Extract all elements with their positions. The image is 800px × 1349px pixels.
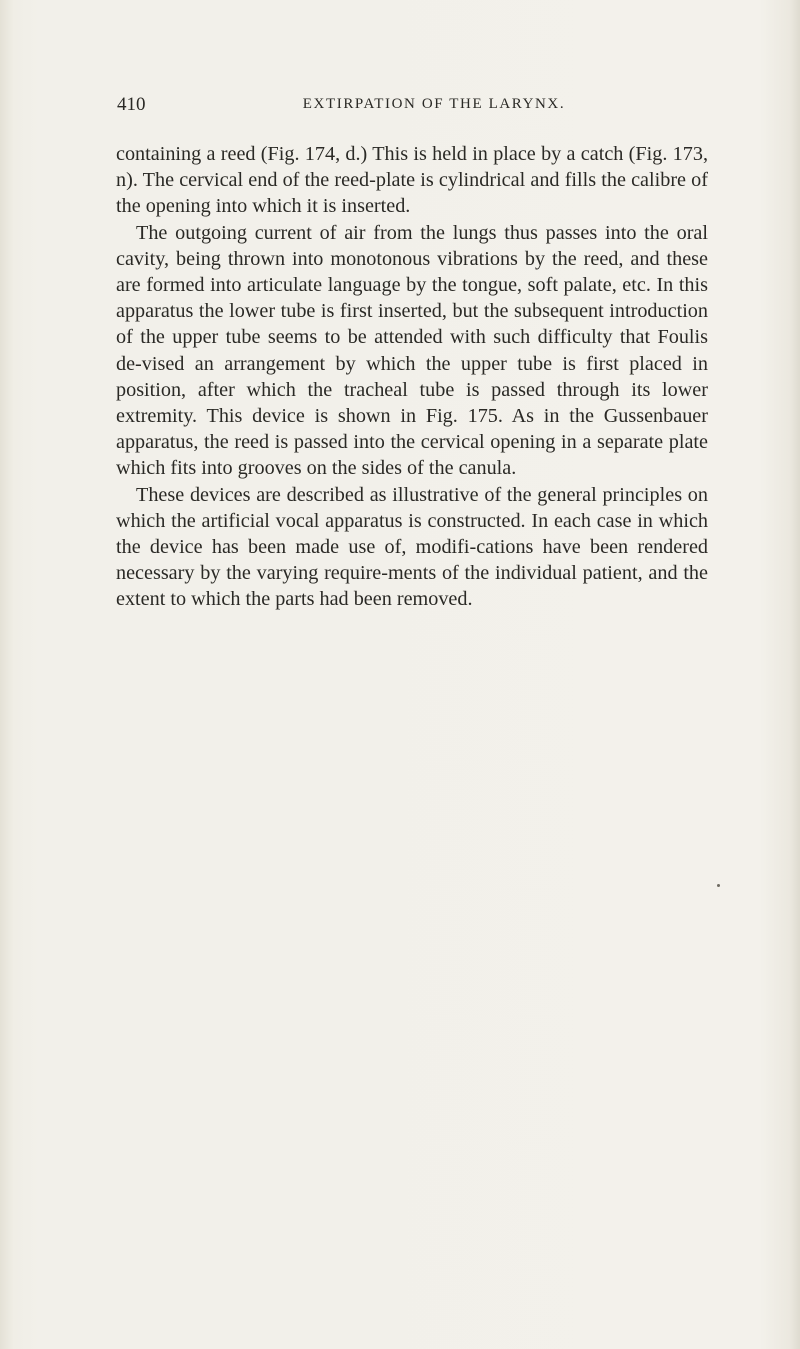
running-head (117, 94, 711, 118)
print-speck (717, 884, 720, 887)
running-title: EXTIRPATION OF THE LARYNX. (302, 96, 566, 112)
body-text (116, 141, 708, 613)
paragraph-2: The outgoing current of air from the lungs thus passes into the oral cavity, being thrown into monotonous vibrations by the reed, and these are formed into articulate language by the tongue, soft palate, etc. In this apparatus the lower tube is first inserted, but the subsequent introduction of the upper tube seems to be attended with such difficulty that Foulis de-vised an arrangement by which the upper tube is first placed in position, after which the tracheal tube is passed through its lower extremity. This device is shown in Fig. 175. As in the Gussenbauer apparatus, the reed is passed into the cervical opening in a separate plate which fits into grooves on the sides of the canula. (116, 221, 708, 480)
paragraph-3: These devices are described as illustrative of the general principles on which the artificial vocal apparatus is constructed. In each case in which the device has been made use of, modifi-cations have been rendered necessary by the varying require-ments of the individual patient, and the extent to which the parts had been removed. (116, 483, 708, 611)
page-number: 410 (117, 94, 146, 115)
paragraph-1: containing a reed (Fig. 174, d.) This is held in place by a catch (Fig. 173, n). The cervical end of the reed-plate is cylindrical and fills the calibre of the opening into which it is inserted. (116, 143, 708, 218)
